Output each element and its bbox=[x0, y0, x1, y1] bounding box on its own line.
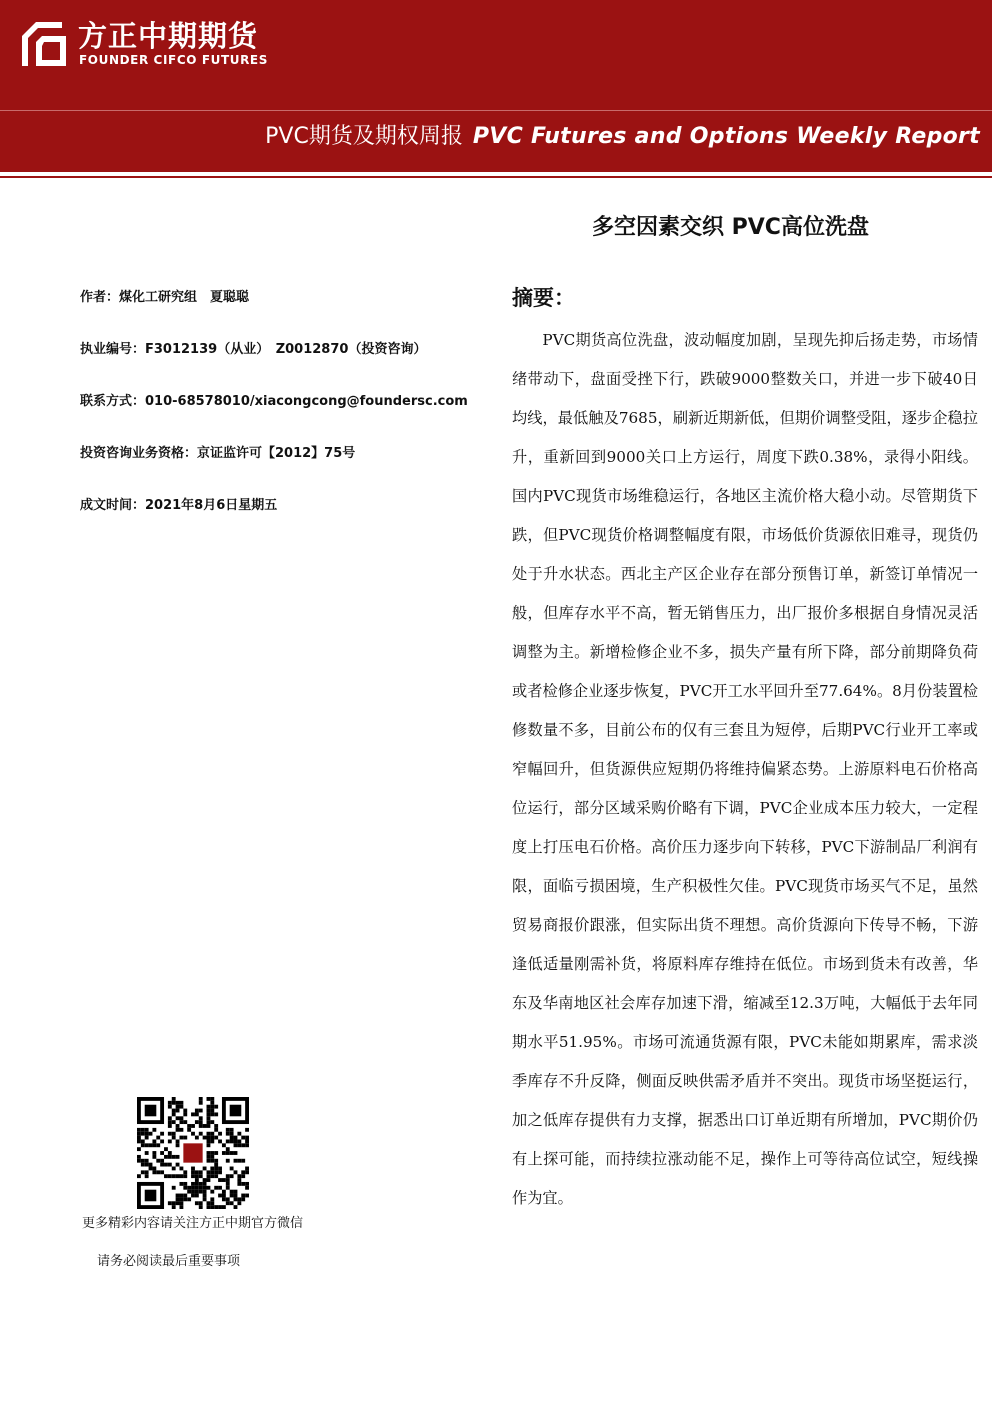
header-divider bbox=[0, 110, 992, 111]
important-notice: 请务必阅读最后重要事项 bbox=[97, 1254, 241, 1269]
report-title bbox=[265, 119, 980, 150]
license-line: 执业编号：F3012139（从业） Z0012870（投资咨询） bbox=[80, 342, 427, 357]
founder-logo-icon bbox=[16, 16, 72, 72]
qr-code-icon bbox=[137, 1097, 249, 1209]
report-title-cn: PVC期货及期权周报 bbox=[265, 124, 463, 149]
report-header bbox=[0, 0, 992, 168]
contact-line: 联系方式：010-68578010/xiacongcong@foundersc.com bbox=[80, 394, 468, 409]
author-line: 作者：煤化工研究组 夏聪聪 bbox=[80, 290, 250, 305]
abstract-body: PVC期货高位洗盘，波动幅度加剧，呈现先抑后扬走势，市场情绪带动下，盘面受挫下行，跌破9000整数关口，并进一步下破40日均线，最低触及7685，刷新近期新低，但期价调整受阻，逐步企稳拉升，重新回到9000关口上方运行，周度下跌0.38%，录得小阳线。国内PVC现货市场维稳运行，各地区主流价格大稳小动。尽管期货下跌，但PVC现货价格调整幅度有限，市场低价货源依旧难寻，现货仍处于升水状态。西北主产区企业存在部分预售订单，新签订单情况一般，但库存水平不高，暂无销售压力，出厂报价多根据自身情况灵活调整为主。新增检修企业不多，损失产量有所下降，部分前期降负荷或者检修企业逐步恢复，PVC开工水平回升至77.64%。8月份装置检修数量不多，目前公布的仅有三套且为短停，后期PVC行业开工率或窄幅回升，但货源供应短期仍将维持偏紧态势。上游原料电石价格高位运行，部分区域采购价略有下调，PVC企业成本压力较大，一定程度上打压电石价格。高价压力逐步向下转移，PVC下游制品厂利润有限，面临亏损困境，生产积极性欠佳。PVC现货市场买气不足，虽然贸易商报价跟涨，但实际出货不理想。高价货源向下传导不畅，下游逢低适量刚需补货，将原料库存维持在低位。市场到货未有改善，华东及华南地区社会库存加速下滑，缩减至12.3万吨，大幅低于去年同期水平51.95%。市场可流通货源有限，PVC未能如期累库，需求淡季库存不升反降，侧面反映供需矛盾并不突出。现货市场坚挺运行，加之低库存提供有力支撑，据悉出口订单近期有所增加，PVC期价仍有上探可能，而持续拉涨动能不足，操作上可等待高位试空，短线操作为宜。 bbox=[512, 331, 978, 1207]
header-rule-thin bbox=[0, 176, 992, 178]
qualification-line: 投资咨询业务资格：京证监许可【2012】75号 bbox=[80, 446, 356, 461]
header-rule-thick bbox=[0, 168, 992, 172]
abstract-heading: 摘要： bbox=[512, 286, 575, 310]
brand-name-en: FOUNDER CIFCO FUTURES bbox=[79, 53, 268, 67]
qr-caption: 更多精彩内容请关注方正中期官方微信 bbox=[82, 1216, 304, 1231]
date-line: 成文时间：2021年8月6日星期五 bbox=[80, 498, 278, 513]
brand-name-cn: 方正中期期货 bbox=[78, 19, 259, 53]
report-title-en: PVC Futures and Options Weekly Report bbox=[472, 124, 980, 149]
author-info bbox=[80, 286, 500, 546]
page-headline: 多空因素交织 PVC高位洗盘 bbox=[592, 215, 869, 240]
